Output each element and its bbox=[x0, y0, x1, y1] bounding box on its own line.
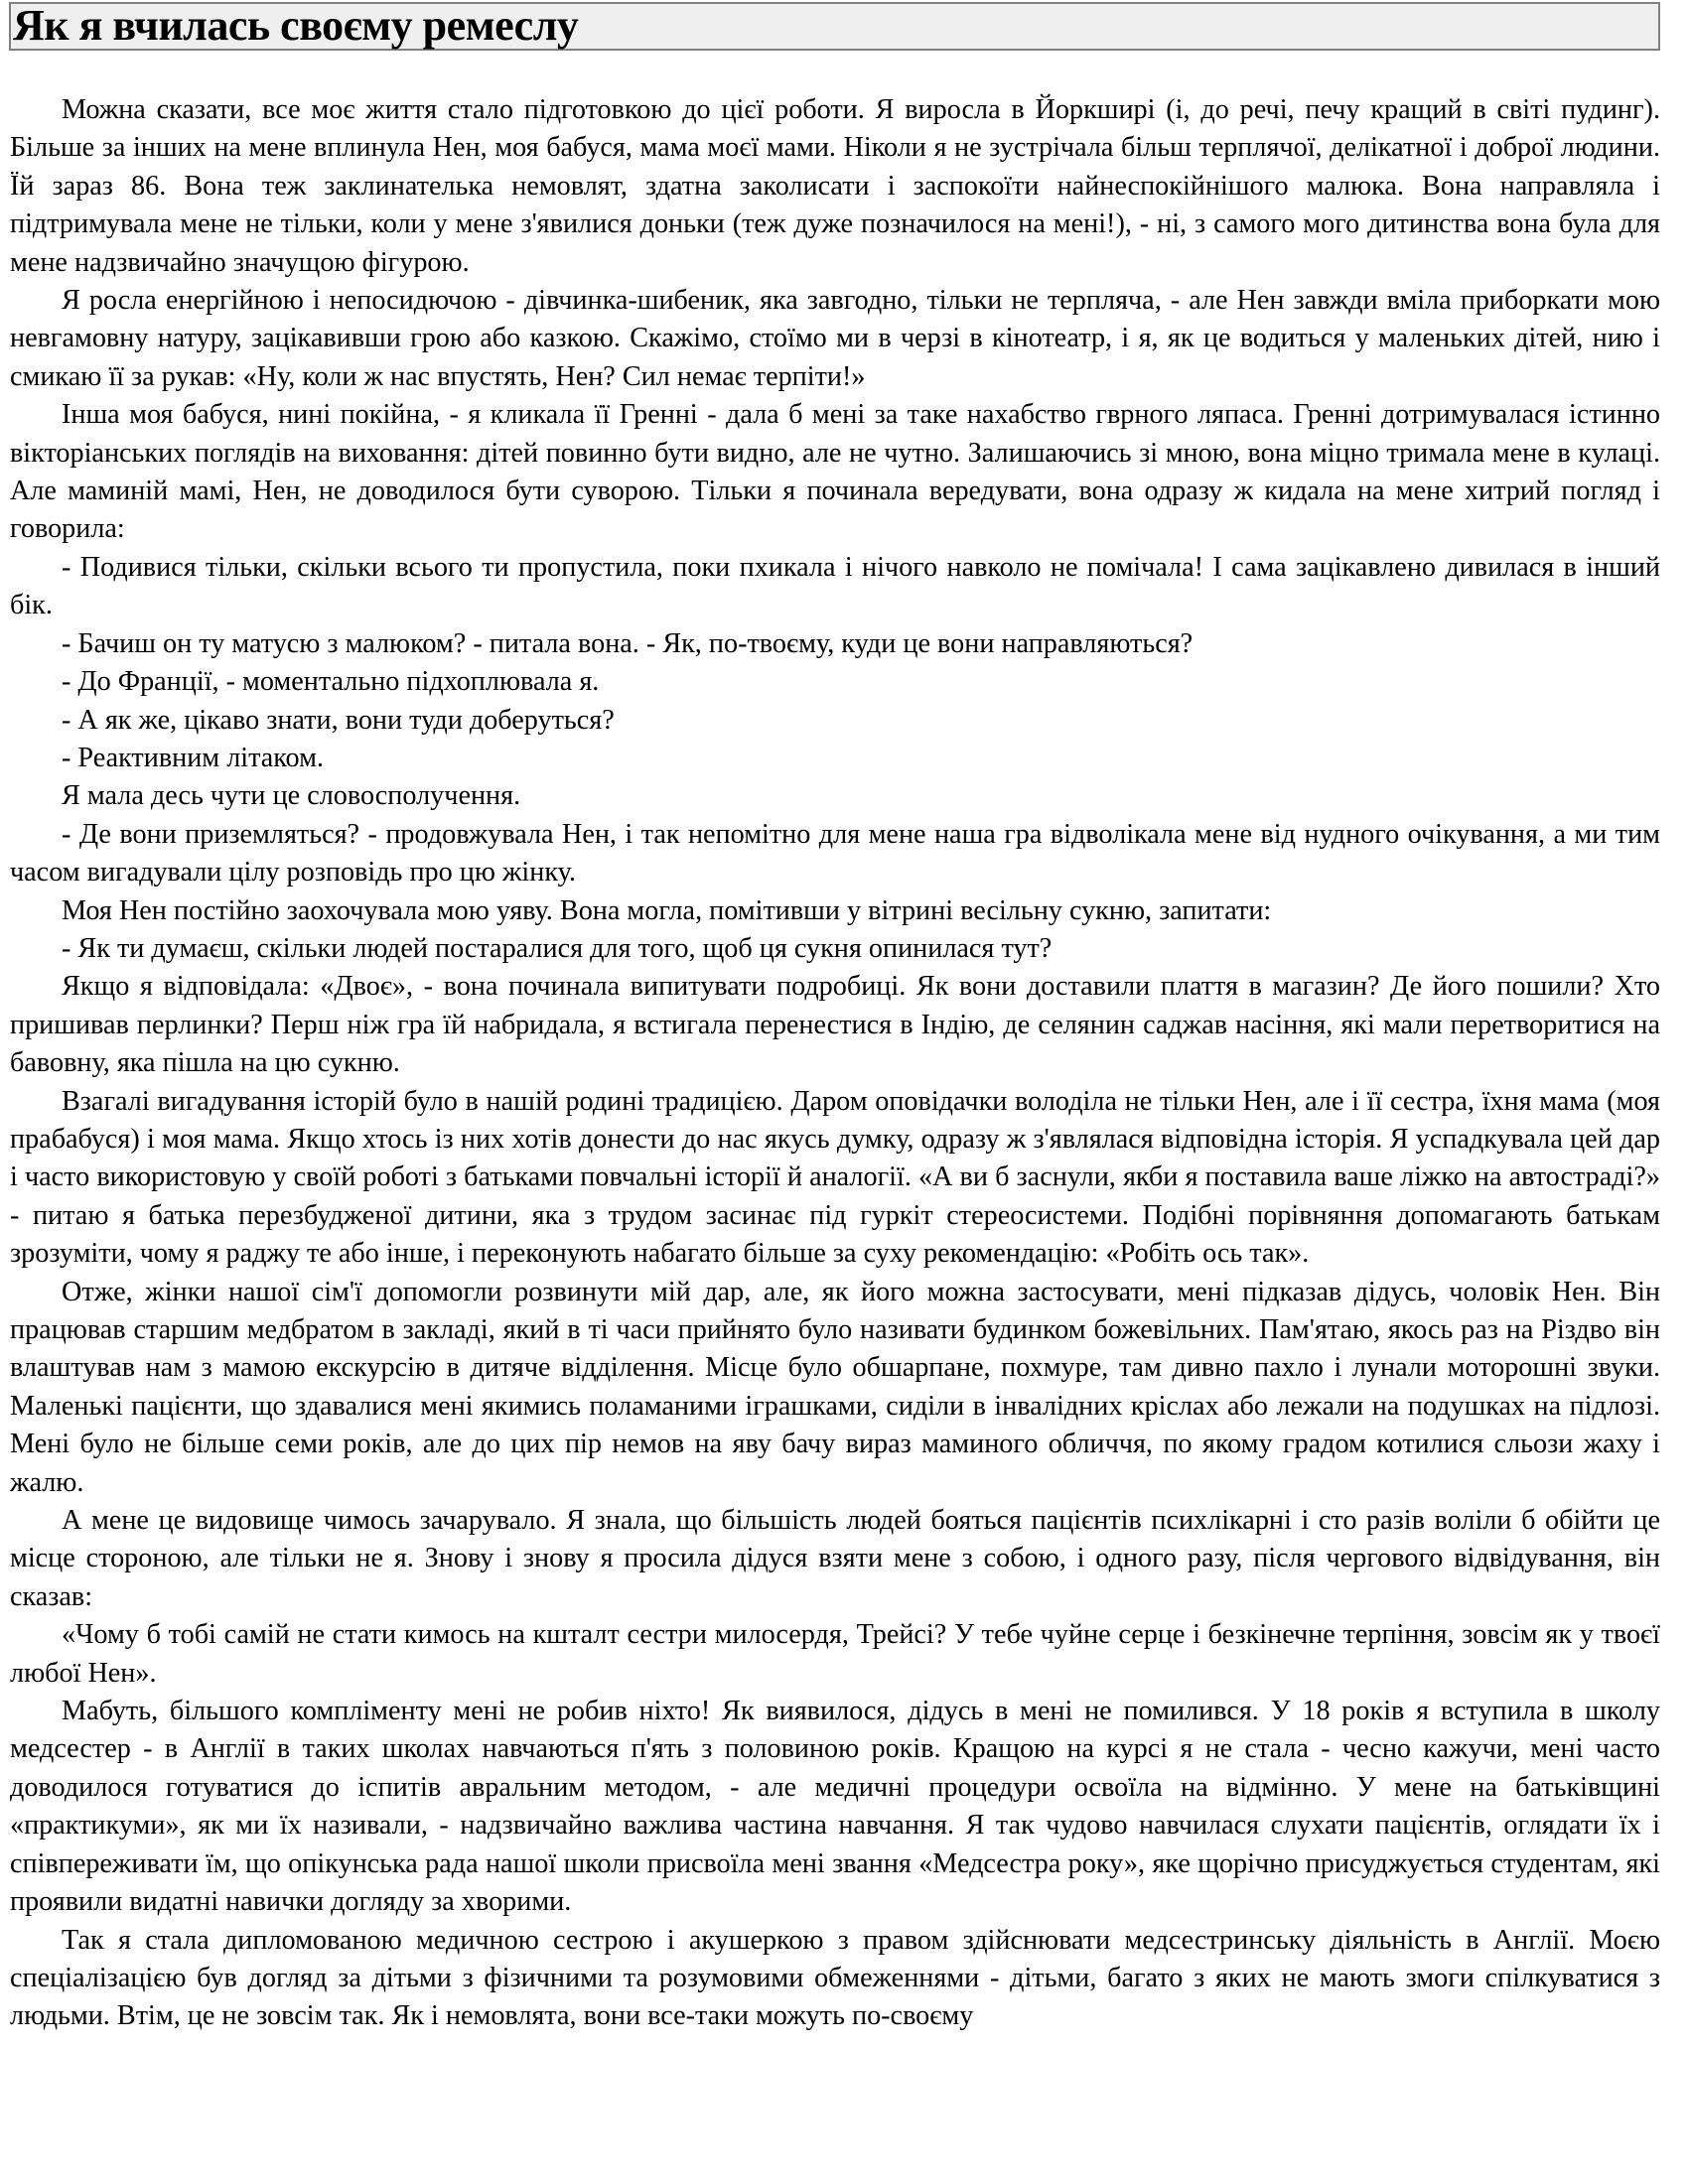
paragraph-imagination: Моя Нен постійно заохочувала мою уяву. Вона могла, помітивши у вітрині весільну сукню, запитати: bbox=[62, 894, 1272, 926]
paragraph-grandfather: Отже, жінки нашої сім'ї допомогли розвинути мій дар, але, як його можна застосувати, мені підказав дідусь, чоловік Нен. Він працював старшим медбратом в закладі, який в ті часи прийнято було називати будинком божевільних. Пам'ятаю, якось раз на Різдво він влаштував нам з мамою екскурсію в дитяче відділення. Місце було обшарпане, похмуре, там дивно пахло і лунали моторошні звуки. Маленькі пацієнти, що здавалися мені якимись поламаними іграшками, сиділи в інвалідних кріслах або лежали на подушках на підлозі. Мені було не більше семи років, але до цих пір немов на яву бачу вираз маминого обличчя, по якому градом котилися сльози жаху і жалю. bbox=[10, 1276, 1660, 1498]
quote-grandfather: «Чому б тобі самій не стати кимось на кшталт сестри милосердя, Трейсі? У тебе чуйне серце і безкінечне терпіння, зовсім як у твоєї любої Нен». bbox=[10, 1619, 1660, 1689]
article-body bbox=[10, 91, 1660, 2036]
title-banner bbox=[9, 2, 1660, 51]
paragraph-dress-story: Якщо я відповідала: «Двоє», - вона починала випитувати подробиці. Як вони доставили плаття в магазин? Де його пошили? Хто пришивав перлинки? Перш ніж гра їй набридала, я встигала перенестися в Індію, де селянин саджав насіння, які мали перетворитися на бавовну, яка пішла на цю сукню. bbox=[10, 971, 1660, 1079]
dialogue-line: - Бачиш он ту матусю з малюком? - питала вона. - Як, по-твоєму, куди це вони направляються? bbox=[62, 627, 1194, 659]
paragraph-phrase-note: Я мала десь чути це словосполучення. bbox=[62, 780, 521, 812]
paragraph-fascination: А мене це видовище чимось зачарувало. Я знала, що більшість людей бояться пацієнтів психлікарні і сто разів воліли б обійти це місце стороною, але тільки не я. Знову і знову я просила дідуся взяти мене з собою, і одного разу, після чергового відвідування, він сказав: bbox=[10, 1505, 1660, 1612]
paragraph-energetic-girl: Я росла енергійною і непосидючою - дівчинка-шибеник, яка завгодно, тільки не терпляча, - але Нен завжди вміла приборкати мою невгамовну натуру, зацікавивши грою або казкою. Скажімо, стоїмо ми в черзі в кінотеатр, і я, як це водиться у маленьких дітей, нию і смикаю її за рукав: «Ну, коли ж нас впустять, Нен? Сил немає терпіти!» bbox=[10, 285, 1660, 392]
dialogue-line: - А як же, цікаво знати, вони туди доберуться? bbox=[62, 704, 615, 736]
dialogue-line: - Подивися тільки, скільки всього ти пропустила, поки пхикала і нічого навколо не помічала! І сама зацікавлено дивилася в інший бік. bbox=[10, 551, 1660, 621]
dialogue-line: - До Франції, - моментально підхоплювала я. bbox=[62, 666, 600, 698]
dialogue-line: - Як ти думаєш, скільки людей постаралися для того, щоб ця сукня опинилася тут? bbox=[62, 932, 1053, 964]
paragraph-storytelling-tradition: Взагалі вигадування історій було в нашій родині традицією. Даром оповідачки володіла не тільки Нен, але і її сестра, їхня мама (моя прабабуся) і моя мама. Якщо хтось із них хотів донести до нас якусь думку, одразу ж з'являлася відповідна історія. Я успадкувала цей дар і часто використовую у своїй роботі з батьками повчальні історії й аналогії. «А ви б заснули, якби я поставила ваше ліжко на автостраді?» - питаю я батька перезбудженої дитини, яка з трудом засинає під гуркіт стереосистеми. Подібні порівняння допомагають батькам зрозуміти, чому я раджу те або інше, і переконують набагато більше за суху рекомендацію: «Робіть ось так». bbox=[10, 1085, 1660, 1270]
paragraph-childhood-intro: Можна сказати, все моє життя стало підготовкою до цієї роботи. Я виросла в Йоркширі (і, до речі, печу кращий в світі пудинг). Більше за інших на мене вплинула Нен, моя бабуся, мама моєї мами. Ніколи я не зустрічала більш терплячої, делікатної і доброї людини. Їй зараз 86. Вона теж заклинателька немовлят, здатна заколисати і заспокоїти найнеспокійнішого малюка. Вона направляла і підтримувала мене не тільки, коли у мене з'явилися доньки (теж дуже позначилося на мені!), - ні, з самого мого дитинства вона була для мене надзвичайно значущою фігурою. bbox=[10, 94, 1660, 278]
dialogue-line: - Реактивним літаком. bbox=[62, 742, 324, 773]
page-title: Як я вчилась своєму ремеслу bbox=[13, 1, 579, 50]
paragraph-nursing-school: Мабуть, більшого компліменту мені не робив ніхто! Як виявилося, дідусь в мені не помилився. У 18 років я вступила в школу медсестер - в Англії в таких школах навчаються п'ять з половиною років. Кращою на курсі я не стала - чесно кажучи, мені часто доводилося готуватися до іспитів авральним методом, - але медичні процедури освоїла на відмінно. У мене на батьківщині «практикуми», як ми їх називали, - надзвичайно важлива частина навчання. Я так чудово навчилася слухати пацієнтів, оглядати їх і співпереживати їм, що опікунська рада нашої школи присвоїла мені звання «Медсестра року», яке щорічно присуджується студентам, які проявили видатні навички догляду за хворими. bbox=[10, 1696, 1660, 1918]
paragraph-other-grandmother: Інша моя бабуся, нині покійна, - я кликала її Гренні - дала б мені за таке нахабство гврного ляпаса. Гренні дотримувалася істинно вікторіанських поглядів на виховання: дітей повинно бути видно, але не чутно. Залишаючись зі мною, вона міцно тримала мене в кулаці. Але маминій мамі, Нен, не доводилося бути суворою. Тільки я починала вередувати, вона одразу ж кидала на мене хитрий погляд і говорила: bbox=[10, 399, 1660, 545]
paragraph-specialization: Так я стала дипломованою медичною сестрою і акушеркою з правом здійснювати медсестринську діяльність в Англії. Моєю спеціалізацією був догляд за дітьми з фізичними та розумовими обмеженнями - дітьми, багато з яких не мають змоги спілкуватися з людьми. Втім, це не зовсім так. Як і немовлята, вони все-таки можуть по-своєму bbox=[10, 1924, 1660, 2032]
dialogue-line: - Де вони приземляться? - продовжувала Нен, і так непомітно для мене наша гра відволікала мене від нудного очікування, а ми тим часом вигадували цілу розповідь про цю жінку. bbox=[10, 818, 1660, 888]
